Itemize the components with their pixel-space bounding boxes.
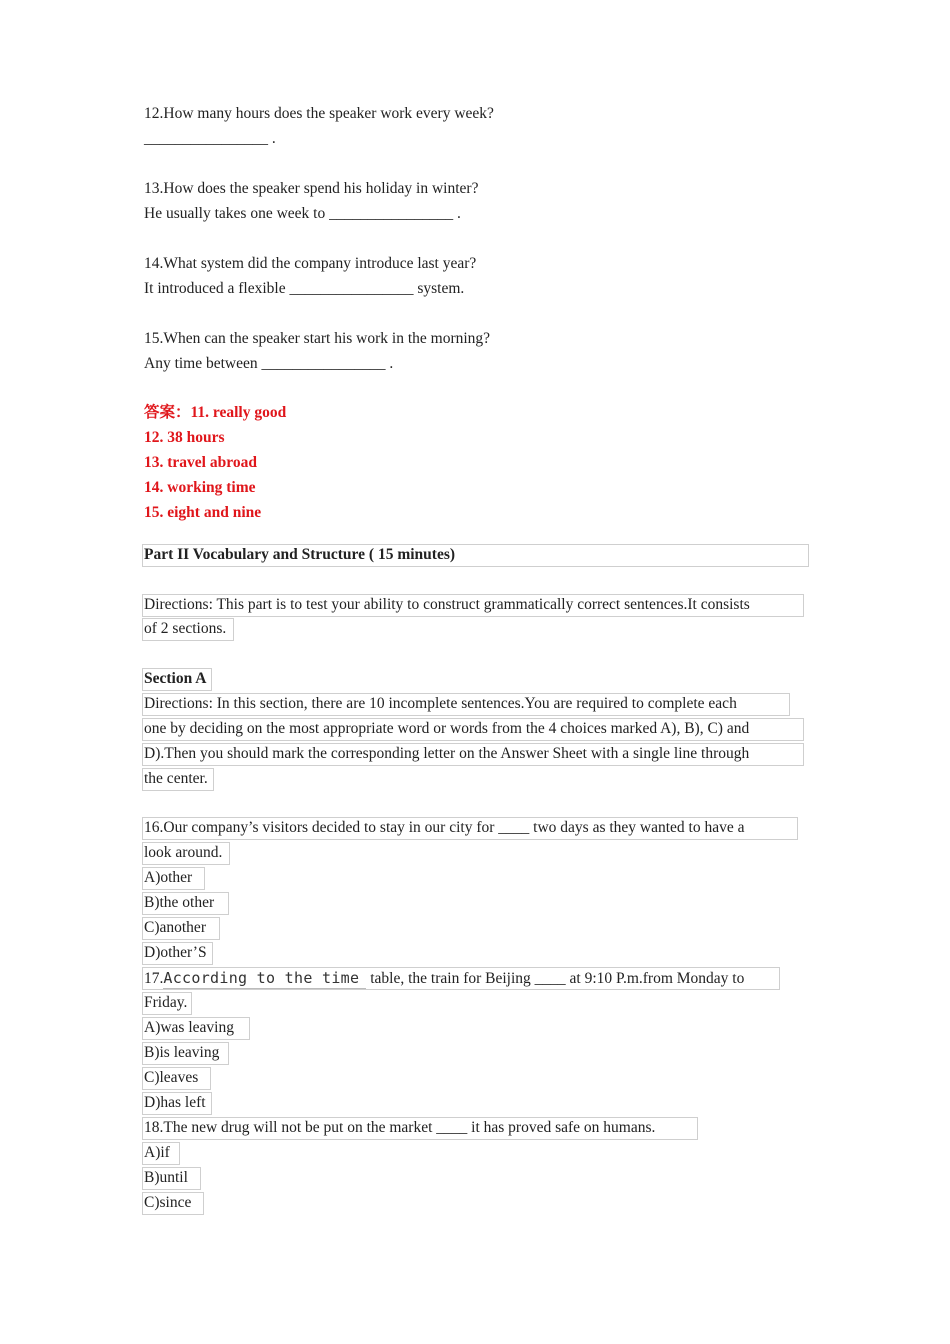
question-17-prefix: 17. [144,970,164,987]
section-a-directions-line-3: D).Then you should mark the corresponding letter on the Answer Sheet with a single line through [142,743,804,766]
question-13-blank: He usually takes one week to ________________ . [144,205,461,222]
question-16-option-d: D)other’S [142,942,213,965]
answer-12: 12. 38 hours [144,429,225,446]
question-17-option-d: D)has left [142,1092,212,1115]
answer-14: 14. working time [144,479,256,496]
question-16-option-b: B)the other [142,892,229,915]
section-a-title: Section A [142,668,212,691]
part-2-directions-line-2: of 2 sections. [142,618,234,641]
question-17-line-2: Friday. [142,992,192,1015]
question-16-option-a: A)other [142,867,205,890]
part-2-title: Part II Vocabulary and Structure ( 15 minutes) [142,544,809,567]
section-a-directions-line-4: the center. [142,768,214,791]
question-18-line: 18.The new drug will not be put on the market ____ it has proved safe on humans. [142,1117,698,1140]
answer-11: 答案：11. really good [144,404,287,421]
question-16-option-c: C)another [142,917,220,940]
question-16-line-2: look around. [142,842,230,865]
question-17-line-1 [142,967,780,990]
question-17-rest: table, the train for Beijing ____ at 9:10 P.m.from Monday to [366,970,745,987]
question-18-option-c: C)since [142,1192,204,1215]
section-a-directions-line-2: one by deciding on the most appropriate word or words from the 4 choices marked A), B), C) and [142,718,804,741]
part-2-directions-line-1: Directions: This part is to test your ability to construct grammatically correct sentences.It consists [142,594,804,617]
question-13-text: 13.How does the speaker spend his holiday in winter? [144,180,479,197]
question-14-text: 14.What system did the company introduce last year? [144,255,477,272]
question-15-blank: Any time between ________________ . [144,355,394,372]
question-17-option-c: C)leaves [142,1067,211,1090]
question-12-blank: ________________ . [144,130,276,147]
question-17-option-b: B)is leaving [142,1042,229,1065]
question-17-handwritten-text: According to the time [163,968,366,989]
question-17-option-a: A)was leaving [142,1017,250,1040]
question-14-blank: It introduced a flexible ________________ system. [144,280,465,297]
question-16-line-1: 16.Our company’s visitors decided to stay in our city for ____ two days as they wanted to have a [142,817,798,840]
answer-13: 13. travel abroad [144,454,257,471]
question-18-option-a: A)if [142,1142,180,1165]
question-18-option-b: B)until [142,1167,201,1190]
question-15-text: 15.When can the speaker start his work in the morning? [144,330,491,347]
answer-15: 15. eight and nine [144,504,262,521]
section-a-directions-line-1: Directions: In this section, there are 10 incomplete sentences.You are required to complete each [142,693,790,716]
question-12-text: 12.How many hours does the speaker work every week? [144,105,494,122]
